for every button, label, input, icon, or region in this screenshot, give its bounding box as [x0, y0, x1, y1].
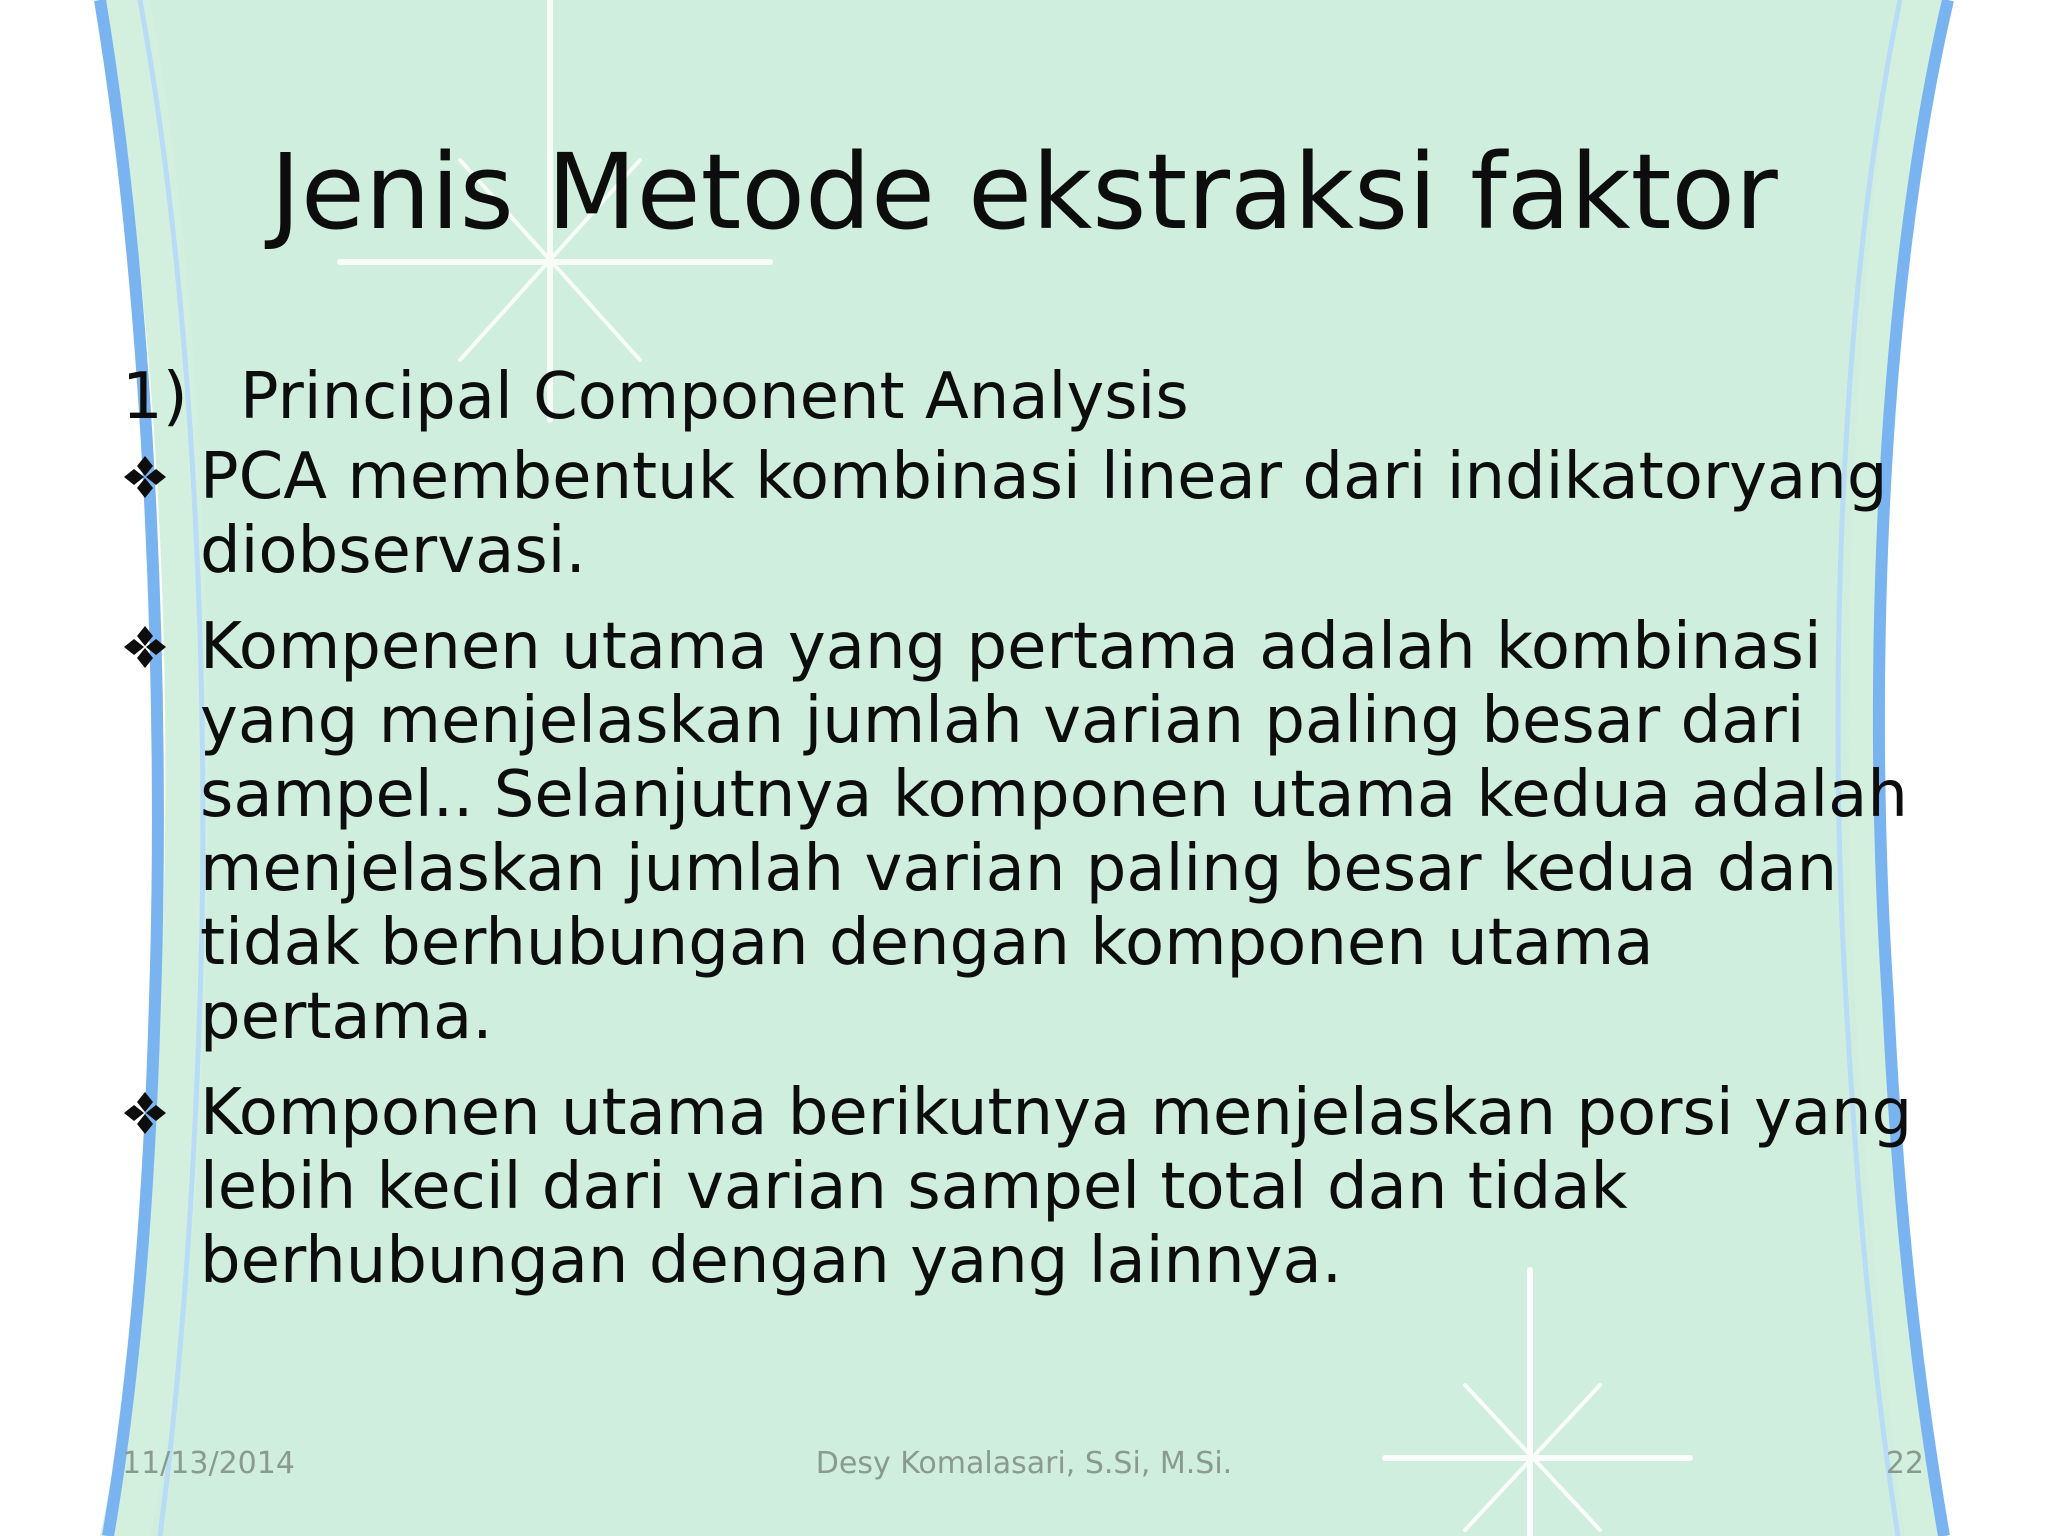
- bullet-text: PCA membentuk kombinasi linear dari indikatoryang diobservasi.: [200, 440, 1888, 588]
- bullet-item: [122, 610, 1922, 1054]
- numbered-item: [122, 360, 1922, 434]
- slide-number: 22: [1885, 1446, 1924, 1481]
- footer-author: Desy Komalasari, S.Si, M.Si.: [815, 1446, 1233, 1481]
- item-number: 1): [122, 360, 188, 434]
- bullet-item: [122, 440, 1922, 588]
- bullet-text: Kompenen utama yang pertama adalah kombinasi yang menjelaskan jumlah varian paling besar dari sampel.. Selanjutnya komponen utama kedua adalah menjelaskan jumlah varian paling besar kedua dan tidak berhubungan dengan komponen utama pertama.: [200, 610, 1908, 1054]
- footer-date: 11/13/2014: [122, 1446, 295, 1481]
- bullet-item: [122, 1076, 1922, 1298]
- four-diamond-bullet-icon: [122, 1076, 200, 1150]
- four-diamond-bullet-icon: [122, 440, 200, 514]
- slide-body: [122, 360, 1922, 1320]
- four-diamond-bullet-icon: [122, 610, 200, 684]
- item-label: Principal Component Analysis: [240, 360, 1189, 434]
- bullet-text: Komponen utama berikutnya menjelaskan porsi yang lebih kecil dari varian sampel total dan tidak berhubungan dengan yang lainnya.: [200, 1076, 1913, 1298]
- slide-title: Jenis Metode ekstraksi faktor: [270, 131, 1778, 253]
